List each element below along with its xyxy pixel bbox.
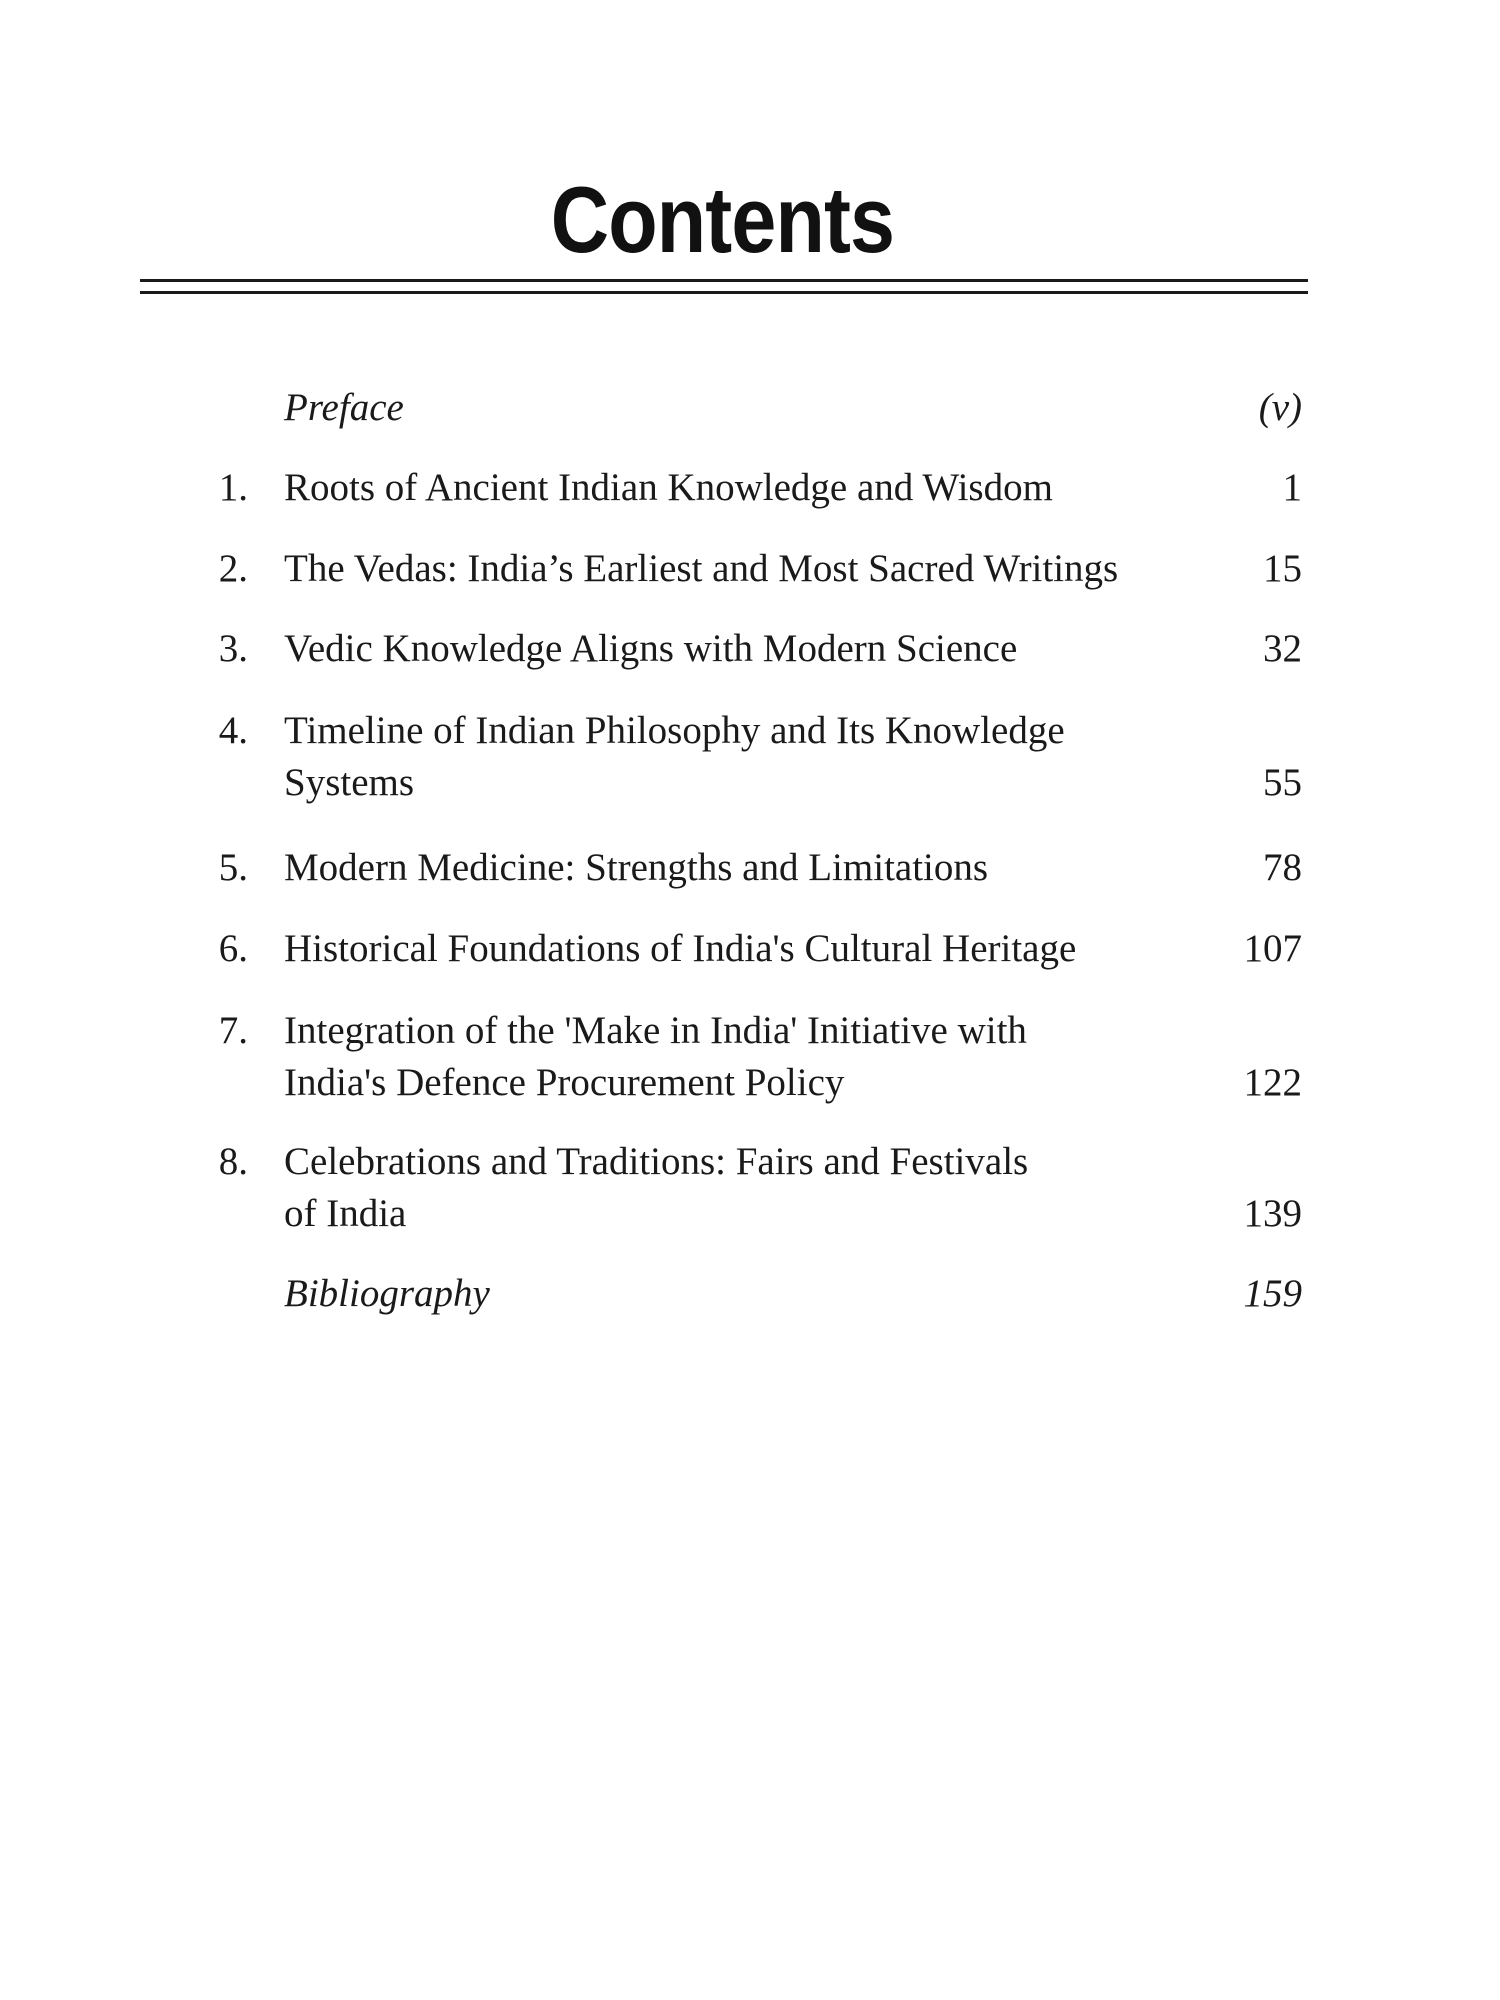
toc-entry-title: [284, 543, 1224, 595]
page-title: Contents: [550, 167, 895, 272]
toc-entry-title-line: Timeline of Indian Philosophy and Its Knowledge: [284, 709, 1065, 752]
toc-entry-title: [284, 382, 1224, 434]
toc-entry-page-number: 139: [1243, 1192, 1302, 1235]
toc-entry-page-number: 159: [1243, 1272, 1302, 1315]
toc-entry-number: 3.: [218, 627, 248, 670]
toc-entry-page-number: 55: [1263, 761, 1302, 804]
toc-entry-title-line: Bibliography: [284, 1272, 490, 1315]
toc-entry-title: [284, 842, 1224, 894]
toc-entry-title: [284, 623, 1224, 675]
toc-entry-title-line: Modern Medicine: Strengths and Limitations: [284, 846, 989, 889]
toc-entry-title: [284, 1005, 1224, 1109]
toc-entry-title-line: Roots of Ancient Indian Knowledge and Wisdom: [284, 466, 1053, 509]
toc-entry-title: [284, 923, 1224, 975]
toc-entry-title-line: Preface: [284, 386, 404, 429]
toc-entry-title-line: of India: [284, 1192, 407, 1235]
toc-entry-number: 8.: [218, 1140, 248, 1183]
toc-entry-number: 2.: [218, 547, 248, 590]
toc-entry-title: [284, 462, 1224, 514]
toc-entry-page-number: 1: [1282, 466, 1302, 509]
toc-entry-page-number: 122: [1243, 1061, 1302, 1104]
toc-entry-page-number: 15: [1263, 547, 1302, 590]
toc-entry-title-line: The Vedas: India’s Earliest and Most Sacred Writings: [284, 547, 1119, 590]
toc-entry-page-number: (v): [1258, 386, 1302, 429]
toc-entry-number: 7.: [218, 1009, 248, 1052]
toc-entry-page-number: 32: [1263, 627, 1302, 670]
toc-entry-title-line: Systems: [284, 761, 415, 804]
toc-entry-number: 5.: [218, 846, 248, 889]
toc-entry-page-number: 78: [1263, 846, 1302, 889]
toc-entry-page-number: 107: [1243, 927, 1302, 970]
toc-entry-title: [284, 705, 1224, 809]
toc-entry-title-line: Historical Foundations of India's Cultural Heritage: [284, 927, 1077, 970]
toc-entry-title-line: Celebrations and Traditions: Fairs and Festivals: [284, 1140, 1029, 1183]
toc-entry-number: 1.: [218, 466, 248, 509]
toc-entry-title-line: Integration of the 'Make in India' Initiative with: [284, 1009, 1027, 1052]
toc-entry-title-line: Vedic Knowledge Aligns with Modern Science: [284, 627, 1018, 670]
toc-entry-number: 6.: [218, 927, 248, 970]
toc-entry-title: [284, 1136, 1224, 1240]
toc-entry-title-line: India's Defence Procurement Policy: [284, 1061, 845, 1104]
toc-entry-number: 4.: [218, 709, 248, 752]
toc-entry-title: [284, 1268, 1224, 1320]
